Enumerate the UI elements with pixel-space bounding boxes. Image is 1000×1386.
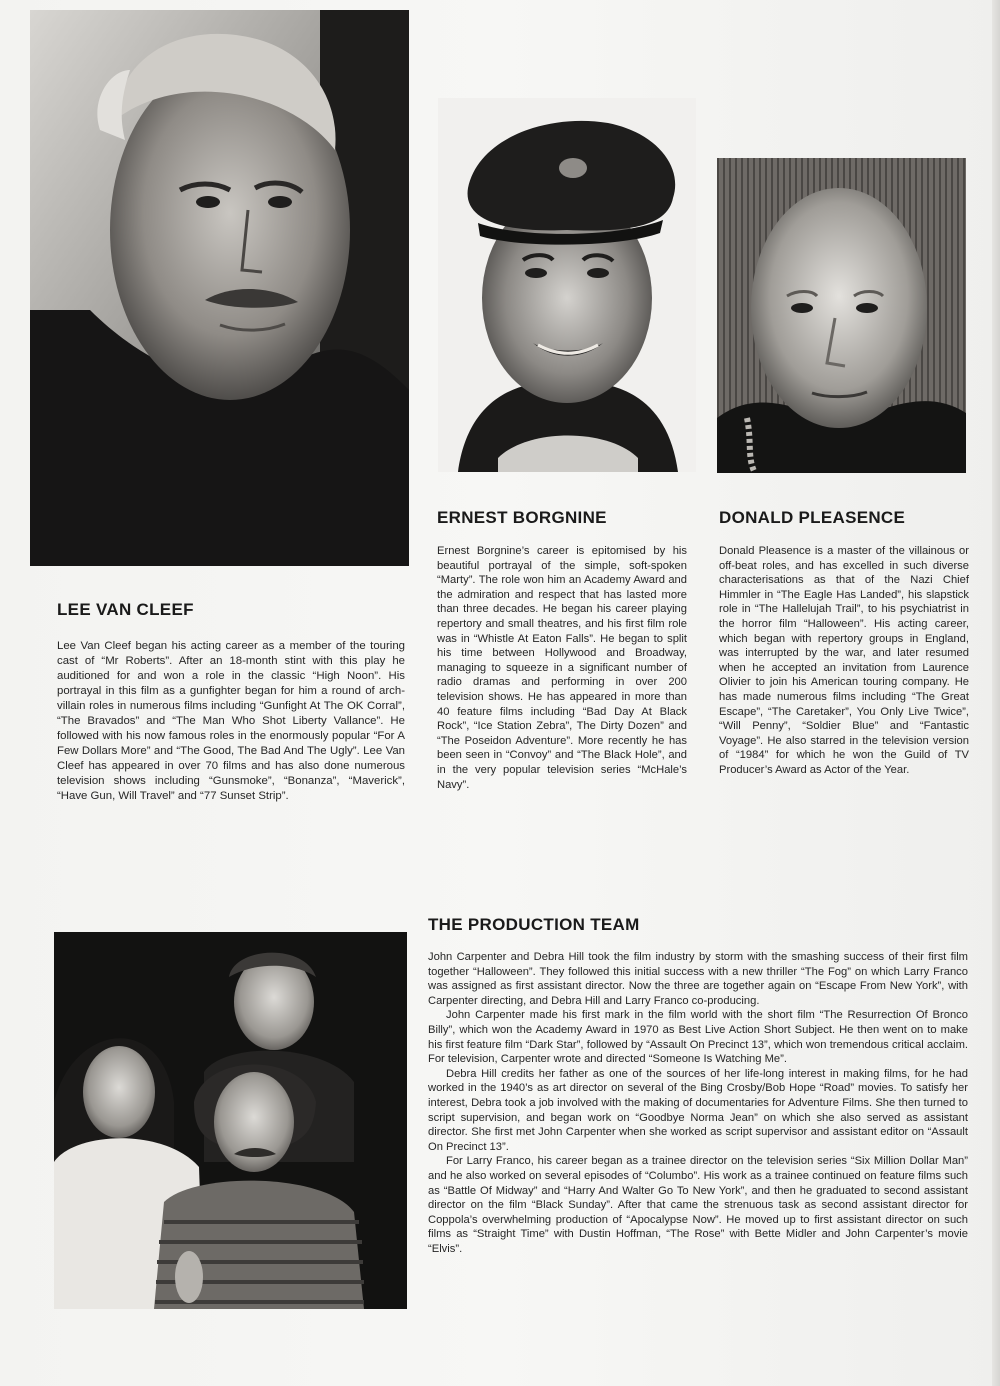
group-photo-illustration [54,932,407,1309]
portrait-illustration [438,98,696,472]
donald-pleasence-heading: DONALD PLEASENCE [719,508,906,527]
ernest-borgnine-photo [438,98,696,472]
production-paragraph: John Carpenter made his first mark in the film world with the short film “The Resurrection Of Bronco Billy”, which won the Academy Award in 1970 as Best Live Action Short Subject. He then went on to make his first feature film “Dark Star”, followed by “Assault On Precinct 13”, which won tremendous critical acclaim. For television, Carpenter wrote and directed “Someone Is Watching Me”. [428,1009,968,1066]
lee-van-cleef-photo [30,10,409,566]
production-team-body [428,950,968,1256]
portrait-illustration [717,158,966,473]
ernest-borgnine-bio: Ernest Borgnine’s career is epitomised by his beautiful portrayal of the simple, soft-spoken “Marty”. The role won him an Academy Award and the admiration and respect that has lasted more than three decades. He began his career playing repertory and small theatres, and his first film role was in “Whistle At Eaton Falls”. He began to split his time between Hollywood and Broadway, managing to squeeze in a significant number of radio dramas and performing in over 200 television shows. He has appeared in more than 40 feature films including “Bad Day At Black Rock”, “Ice Station Zebra”, The Dirty Dozen” and “The Poseidon Adventure”. More recently he has been seen in “Convoy” and “The Black Hole”, and in the very popular television series “McHale’s Navy”. [437,545,687,791]
production-paragraph: Debra Hill credits her father as one of the sources of her life-long interest in making films, for he had worked in the 1940’s as art director on several of the Bing Crosby/Bob Hope “Road” movies. To satisfy her interest, Debra took a job involved with the making of documentaries for Adventure Films. She then turned to script supervision, and began work on “Goodbye Norma Jean” on which she also served as assistant director. She first met John Carpenter when she worked as script supervisor and assistant editor on “Assault On Precinct 13”. [428,1067,968,1153]
portrait-illustration [30,10,409,566]
ernest-borgnine-heading: ERNEST BORGNINE [437,508,607,527]
donald-pleasence-bio: Donald Pleasence is a master of the villainous or off-beat roles, and has excelled in such diverse characterisations as that of the Nazi Chief Himmler in “The Eagle Has Landed”, his slapstick role in “The Hallelujah Trail”, to his psychiatrist in the horror film “Halloween”. His acting career, which began with repertory groups in England, was interrupted by the war, and later resumed when he accepted an invitation from Laurence Olivier to join his American touring company. He has made numerous films including “The Great Escape”, “The Caretaker”, You Only Live Twice”, “Will Penny”, “Soldier Blue” and “Fantastic Voyage”. He also starred in the television version of “1984” for which he won the Guild of TV Producer’s Award as Actor of the Year. [719,545,969,776]
donald-pleasence-photo [717,158,966,473]
production-team-heading: THE PRODUCTION TEAM [428,915,640,934]
production-team-photo [54,932,407,1309]
lee-van-cleef-bio: Lee Van Cleef began his acting career as a member of the touring cast of “Mr Roberts”. After an 18-month stint with this play he auditioned for and won a role in the classic “High Noon”. His portrayal in this film as a gunfighter began for him a round of arch-villain roles in numerous films including “Gunfight At The OK Corral”, “The Bravados” and “The Man Who Shot Liberty Vallance”. He followed with his now famous roles in the enormously popular “For A Few Dollars More” and “The Good, The Bad And The Ugly”. Lee Van Cleef has appeared in over 70 films and has also done numerous television shows including “Gunsmoke”, “Bonanza”, “Maverick”, “Have Gun, Will Travel” and “77 Sunset Strip”. [57,640,405,802]
production-paragraph: For Larry Franco, his career began as a trainee director on the television series “Six Million Dollar Man” and he also worked on several episodes of “Columbo”. His work as a trainee continued on feature films such as “Battle Of Midway” and “Harry And Walter Go To New York”, and then he graduated to second assistant director on the film “Black Sunday”. After that came the strenuous task as second assistant director for Coppola’s overwhelming production of “Apocalypse Now”. He moved up to first assistant director on such films as “Straight Time” with Dustin Hoffman, “The Rose” with Bette Midler and John Carpenter’s movie “Elvis”. [428,1155,968,1255]
page-edge [992,0,1000,1386]
lee-van-cleef-heading: LEE VAN CLEEF [57,600,194,619]
production-paragraph: John Carpenter and Debra Hill took the film industry by storm with the smashing success of their first film together “Halloween”. They followed this initial success with a new thriller “The Fog” on which Larry Franco was assigned as first assistant director. Now the three are together again on “Escape From New York”, with Carpenter directing, and Debra Hill and Larry Franco co-producing. [428,951,968,1007]
